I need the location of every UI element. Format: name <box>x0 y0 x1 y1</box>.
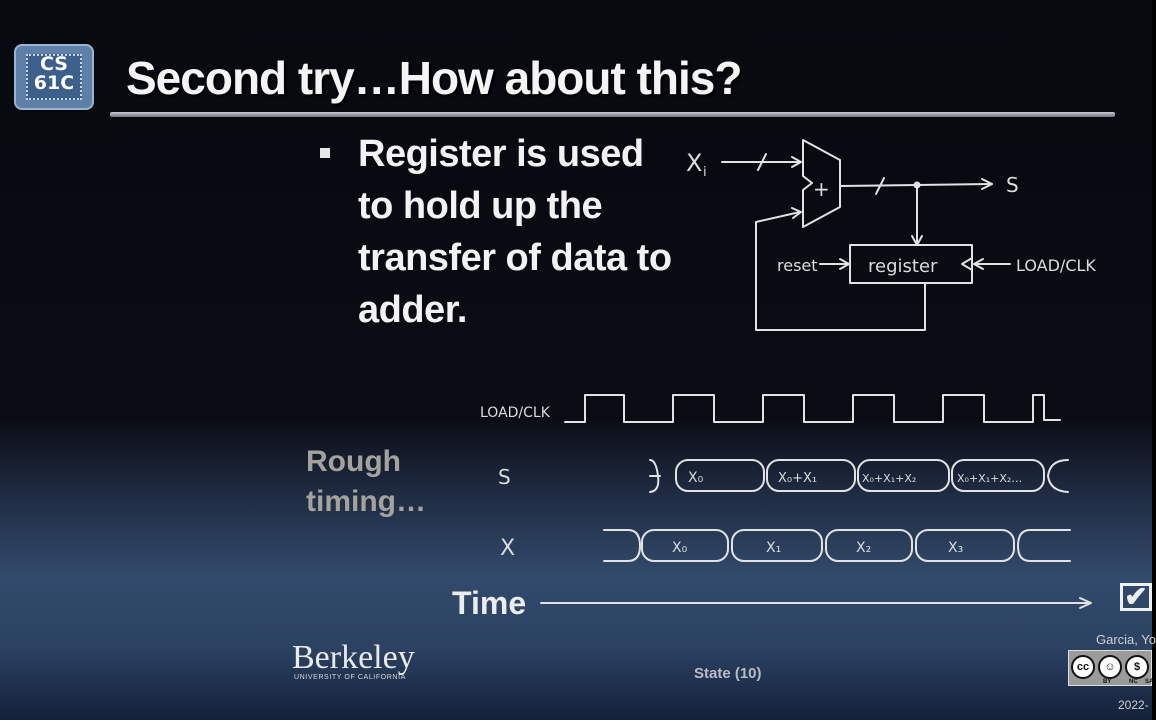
s-value: X₀+X₁ <box>778 471 818 486</box>
bullet-text: Register is used to hold up the transfer of data to adder. <box>358 133 672 331</box>
lecture-footer: State (10) <box>694 665 762 682</box>
logo-line-1: CS <box>40 53 68 75</box>
cc-label: NC <box>1129 679 1138 685</box>
logo-line-2: 61C <box>33 72 75 94</box>
time-axis-label: Time <box>452 585 527 621</box>
x-value: X₃ <box>948 540 964 556</box>
slide-title: Second try…How about this? <box>126 52 742 104</box>
x-cell <box>916 530 1014 561</box>
x-value: X₁ <box>766 540 782 556</box>
rough-timing-label: Rough timing… <box>306 445 426 518</box>
berkeley-logo: Berkeley <box>292 639 415 676</box>
s-waveform-end <box>1048 460 1068 492</box>
cc-by-icon: ☺ <box>1098 655 1122 679</box>
cc-icon: cc <box>1071 655 1095 679</box>
x-waveform-end <box>1018 530 1070 561</box>
s-value: X₀+X₁+X₂… <box>957 472 1023 485</box>
year-label: 2022- <box>1118 698 1149 712</box>
register-clock-notch <box>962 258 972 270</box>
cc-nc-icon: $ <box>1125 655 1149 679</box>
adder-symbol: + <box>813 177 830 201</box>
creative-commons-badge <box>1068 650 1152 686</box>
cc-label: SA <box>1145 679 1154 685</box>
clock-waveform <box>565 395 1060 422</box>
cc-label: BY <box>1103 679 1112 685</box>
timing-clock-label: LOAD/CLK <box>480 405 550 421</box>
reset-label: reset <box>777 256 818 275</box>
x-waveform-start <box>604 530 640 561</box>
checkbox-icon[interactable]: ✔ <box>1120 583 1152 611</box>
register-label: register <box>868 256 938 277</box>
circuit-clock-label: LOAD/CLK <box>1016 256 1096 275</box>
output-label: S <box>1006 173 1019 197</box>
berkeley-subtitle: UNIVERSITY OF CALIFORNIA <box>294 674 406 681</box>
x-value: X₀ <box>672 540 688 556</box>
input-subscript: i <box>703 165 707 180</box>
x-value: X₂ <box>856 540 872 556</box>
s-value: X₀ <box>688 470 704 486</box>
author-credit: Garcia, Yo <box>1096 632 1156 647</box>
timing-x-label: X <box>500 536 516 561</box>
input-label: X <box>686 149 703 177</box>
s-value: X₀+X₁+X₂ <box>862 472 917 485</box>
timing-s-label: S <box>498 465 511 489</box>
